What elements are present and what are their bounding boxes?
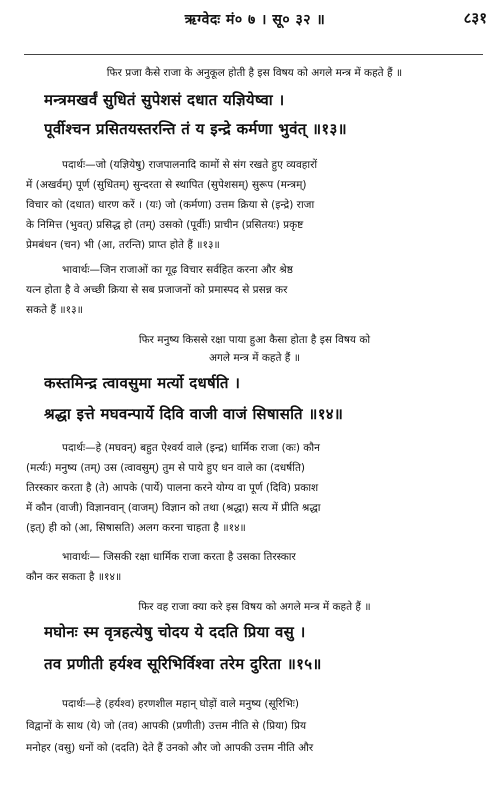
bhavartha-14: भावार्थः— जिसकी रक्षा धार्मिक राजा करता है उसका तिरस्कार	[62, 551, 296, 563]
padartha-13-cont: विचार को (दधात) धारण करें । (यः) जो (कर्मणा) उत्तम क्रिया से (इन्द्रे) राजा	[26, 199, 315, 211]
bhavartha-13: भावार्थः—जिन राजाओं का गूढ़ विचार सर्वहित करना और श्रेष्ठ	[62, 264, 293, 276]
padartha-14-cont: (इत्) ही को (आ, सिषासति) अलग करना चाहता है ॥१४॥	[26, 522, 246, 534]
padartha-14-cont: (मर्त्यः) मनुष्य (तम्) उस (त्वावसुम्) तुम से पाये हुए धन वाले का (दधर्षति)	[26, 462, 306, 474]
padartha-14-cont: तिरस्कार करता है (ते) आपके (पार्ये) पालना करने योग्य वा पूर्ण (दिवि) प्रकाश	[26, 482, 319, 494]
padartha-13-cont: में (अखर्वम्) पूर्ण (सुधितम्) सुन्दरता से स्थापित (सुपेशसम्) सुरूप (मन्त्रम्)	[26, 179, 307, 191]
topic-intro-15: फिर वह राजा क्या करे इस विषय को अगले मन्त्र में कहते हैं ॥	[138, 601, 371, 613]
mantra-13-line-2: पूर्वीश्चन प्रसितयस्तरन्ति तं य इन्द्रे कर्मणा भुवंत् ॥१३॥	[44, 120, 347, 138]
topic-intro-14-cont: अगले मन्त्र में कहते हैं ॥	[209, 352, 300, 364]
topic-intro-13: फिर प्रजा कैसे राजा के अनुकूल होती है इस विषय को अगले मन्त्र में कहते हैं ॥	[106, 67, 403, 79]
bhavartha-14-cont: कौन कर सकता है ॥१४॥	[26, 571, 122, 583]
bhavartha-13-cont: सकते हैं ॥१३॥	[26, 304, 83, 316]
mantra-14-line-1: कस्तमिन्द्र त्वावसुमा मर्त्यो दधर्षति ।	[44, 374, 241, 392]
mantra-15-line-1: मघोनः स्म वृत्रहत्येषु चोदय ये ददति प्रिया वसु ।	[44, 623, 306, 641]
padartha-13-cont: के निमित्त (भुवत्) प्रसिद्ध हो (तम्) उसको (पूर्वीः) प्राचीन (प्रसितयः) प्रकृष्ट	[26, 219, 304, 231]
page-number: ८३१	[463, 9, 487, 27]
mantra-14-line-2: श्रद्धा इत्ते मघवन्पार्ये दिवि वाजी वाजं सिषासति ॥१४॥	[44, 405, 344, 423]
mantra-13-line-1: मन्त्रमखर्वं सुधितं सुपेशसं दधात यज्ञियेष्वा ।	[44, 91, 285, 109]
padartha-14: पदार्थः—हे (मघवन्) बहुत ऐश्वर्य वाले (इन्द्र) धार्मिक राजा (कः) कौन	[62, 442, 320, 454]
padartha-15-cont: विद्वानों के साथ (ये) जो (तव) आपकी (प्रणीती) उत्तम नीति से (प्रिया) प्रिय	[26, 720, 307, 732]
mantra-15-line-2: तव प्रणीती हर्यश्व सूरिभिर्विश्वा तरेम दुरिता ॥१५॥	[44, 655, 322, 673]
padartha-13-cont: प्रेमबंधन (चन) भी (आ, तरन्ति) प्राप्त होते हैं ॥१३॥	[26, 239, 220, 251]
padartha-15: पदार्थः—हे (हर्यश्व) हरणशील महान् घोड़ों वाले मनुष्य (सूरिभिः)	[62, 698, 299, 710]
padartha-13: पदार्थः—जो (यज्ञियेषु) राजपालनादि कामों से संग रखते हुए व्यवहारों	[62, 159, 318, 171]
bhavartha-13-cont: यत्न होता है वे अच्छी क्रिया से सब प्रजाजनों को प्रमास्पद से प्रसन्न कर	[26, 284, 288, 296]
padartha-14-cont: में कौन (वाजी) विज्ञानवान् (वाजम्) विज्ञान को तथा (श्रद्धा) सत्य में प्रीति श्रद्धा	[26, 502, 321, 514]
topic-intro-14: फिर मनुष्य किससे रक्षा पाया हुआ कैसा होता है इस विषय को	[138, 334, 371, 346]
header-divider	[24, 54, 483, 55]
padartha-15-cont: मनोहर (वसु) धनों को (ददति) देते हैं उनको और जो आपकी उत्तम नीति और	[26, 742, 314, 754]
running-header: ऋग्वेदः मं० ७ । सू० ३२ ॥	[184, 12, 326, 28]
